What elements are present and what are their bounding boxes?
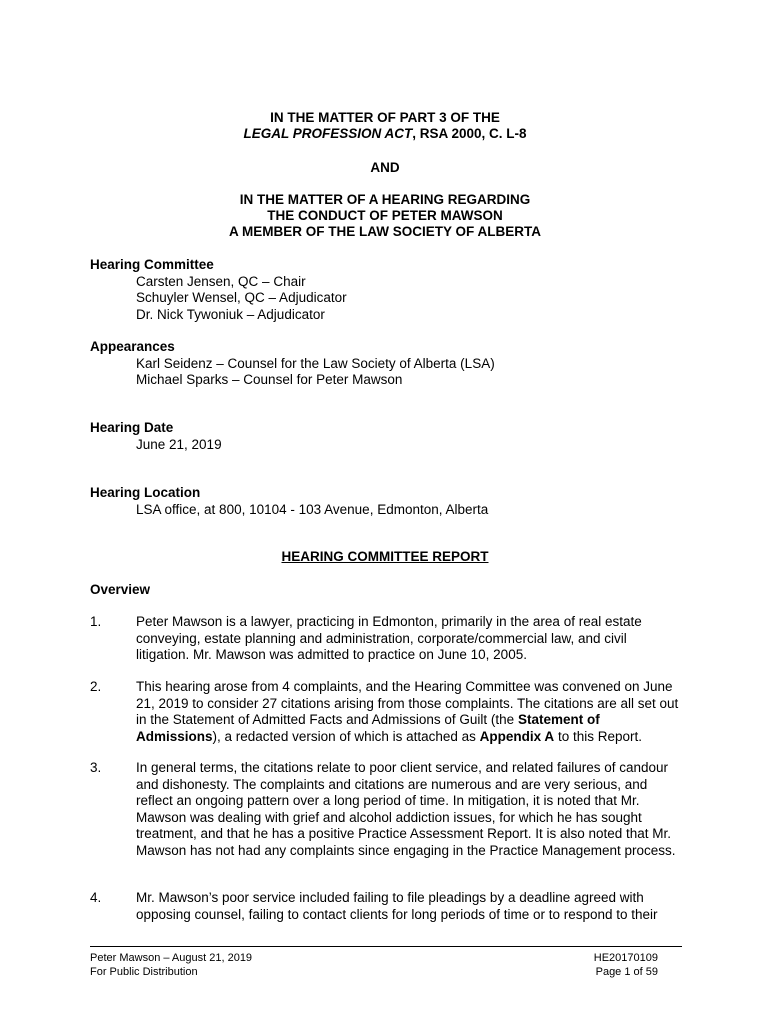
footer-divider <box>90 946 682 947</box>
heading-line-3: IN THE MATTER OF A HEARING REGARDING <box>239 192 531 207</box>
heading-and: AND <box>370 160 400 175</box>
hearing-location-value: LSA office, at 800, 10104 - 103 Avenue, Edmonton, Alberta <box>136 501 489 517</box>
paragraph-number: 4. <box>90 890 102 905</box>
paragraph-number: 1. <box>90 614 102 629</box>
report-title <box>0 549 770 564</box>
committee-member: Dr. Nick Tywoniuk – Adjudicator <box>136 306 325 322</box>
footer-distribution: For Public Distribution <box>90 966 198 978</box>
heading-line-1: IN THE MATTER OF PART 3 OF THE <box>270 110 500 125</box>
hearing-committee-label: Hearing Committee <box>90 257 214 272</box>
appearance-item: Karl Seidenz – Counsel for the Law Society of Alberta (LSA) <box>136 355 495 371</box>
overview-heading <box>90 582 150 599</box>
appendix-a-reference: Appendix A <box>479 728 555 744</box>
appearances-label: Appearances <box>90 339 175 354</box>
committee-member: Carsten Jensen, QC – Chair <box>136 273 306 289</box>
paragraph-text <box>136 679 680 745</box>
hearing-date-label: Hearing Date <box>90 420 174 435</box>
heading-line-5: A MEMBER OF THE LAW SOCIETY OF ALBERTA <box>229 224 541 239</box>
paragraph <box>90 890 680 923</box>
paragraph-number: 2. <box>90 679 102 694</box>
overview-label: Overview <box>90 582 151 597</box>
footer-file-number: HE20170109 <box>593 952 658 964</box>
paragraph-text: In general terms, the citations relate to poor client service, and related failures of candour and dishonesty. The complaints and citations are numerous and are very serious, and reflect an ongoing pattern over a long period of time. In mitigation, it is noted that Mr. Mawson was dealing with grief and alcohol addiction issues, for which he has sought treatment, and that he has a positive Practice Assessment Report. It is also noted that Mr. Mawson has not had any complaints since engaging in the Practice Management process. <box>136 760 676 858</box>
footer-right <box>594 951 658 979</box>
heading-line-2 <box>0 126 770 142</box>
act-name: LEGAL PROFESSION ACT <box>243 126 413 141</box>
hearing-date-value: June 21, 2019 <box>136 436 222 452</box>
hearing-location-label: Hearing Location <box>90 485 201 500</box>
paragraph-text-part: This hearing arose from 4 complaints, and the Hearing Committee was convened on June 21, 2019 to consider 27 citations arising from those complaints. The citations are all set out in the Statement of Admitted Facts and Admissions of Guilt (the <box>136 679 679 727</box>
paragraph-text: Peter Mawson is a lawyer, practicing in Edmonton, primarily in the area of real estate conveying, estate planning and administration, corporate/commercial law, and civil litigation. Mr. Mawson was admitted to practice on June 10, 2005. <box>136 614 642 662</box>
paragraph <box>90 760 680 859</box>
appearance-item: Michael Sparks – Counsel for Peter Mawson <box>136 372 403 387</box>
report-title-text: HEARING COMMITTEE REPORT <box>281 549 489 564</box>
paragraph-number: 3. <box>90 760 102 775</box>
paragraph <box>90 614 680 664</box>
footer-left <box>90 951 252 979</box>
hearing-committee-section <box>90 257 347 323</box>
act-citation: , RSA 2000, C. L-8 <box>412 126 527 141</box>
appearances-section <box>90 339 495 389</box>
hearing-location-section <box>90 485 488 518</box>
footer-author-date: Peter Mawson – August 21, 2019 <box>90 952 253 964</box>
statement-of-admissions-term: Statement of Admissions <box>136 712 600 744</box>
paragraph-text-part: to this Report. <box>554 728 642 744</box>
hearing-date-section <box>90 420 222 453</box>
heading-line-4: THE CONDUCT OF PETER MAWSON <box>267 208 503 223</box>
paragraph-text: Mr. Mawson’s poor service included failing to file pleadings by a deadline agreed with opposing counsel, failing to contact clients for long periods of time or to respond to their <box>136 890 658 922</box>
paragraph <box>90 679 680 745</box>
committee-member: Schuyler Wensel, QC – Adjudicator <box>136 290 347 305</box>
paragraph-text-part: ), a redacted version of which is attached as <box>212 728 480 744</box>
footer-page-number: Page 1 of 59 <box>595 966 658 978</box>
